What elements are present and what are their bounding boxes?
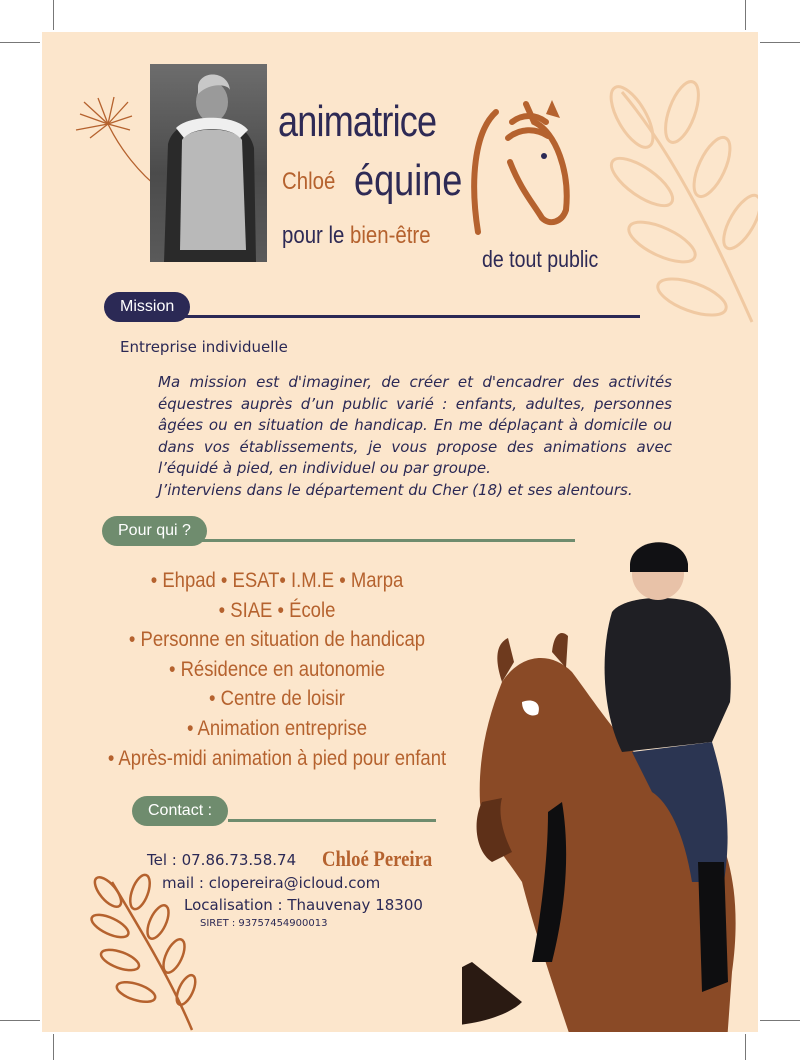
leaf-branch-icon xyxy=(82,872,202,1032)
flyer xyxy=(42,32,758,1032)
contact-divider xyxy=(228,819,436,822)
audience-list xyxy=(97,566,458,773)
list-item: • Personne en situation de handicap xyxy=(128,628,426,652)
contact-label: Contact : xyxy=(132,796,228,826)
contact-email[interactable]: mail : clopereira@icloud.com xyxy=(162,874,381,892)
tagline-highlight: bien-être xyxy=(350,222,431,249)
crop-mark xyxy=(760,1020,800,1021)
tagline-suffix: de tout public xyxy=(482,246,599,272)
contact-location: Localisation : Thauvenay 18300 xyxy=(184,896,423,914)
leaf-branch-icon xyxy=(582,72,758,332)
title-equine: équine xyxy=(354,156,463,205)
list-item: • Ehpad • ESAT• I.M.E • Marpa xyxy=(150,569,404,592)
mission-label: Mission xyxy=(104,292,190,322)
contact-siret: SIRET : 93757454900013 xyxy=(200,918,328,929)
tagline-prefix: pour le xyxy=(282,222,345,249)
tagline xyxy=(282,222,431,250)
crop-mark xyxy=(53,1034,54,1060)
mission-text-last: J’interviens dans le département du Cher (18) et ses alentours. xyxy=(158,480,633,499)
portrait-photo xyxy=(150,64,267,262)
list-item: • SIAE • École xyxy=(218,598,336,622)
crop-mark xyxy=(760,42,800,43)
list-item: • Après-midi animation à pied pour enfant xyxy=(107,746,447,770)
mission-divider xyxy=(182,315,640,318)
contact-phone[interactable]: Tel : 07.86.73.58.74 xyxy=(147,851,297,869)
mission-text-main: Ma mission est d'imaginer, de créer et d'encadrer des activités équestres auprès d’un public varié : enfants, adultes, personnes âgées ou en situation de handicap. En me déplaçant à domicile ou dans vos établissements, je vous propose des animations avec l’équidé à pied, en individuel ou par groupe. xyxy=(158,373,672,477)
crop-mark xyxy=(53,0,54,30)
crop-mark xyxy=(745,1034,746,1060)
audience-label: Pour qui ? xyxy=(102,516,207,546)
name-chloe: Chloé xyxy=(282,168,336,195)
signature-name: Chloé Pereira xyxy=(322,846,433,871)
list-item: • Animation entreprise xyxy=(186,716,368,740)
title-animatrice: animatrice xyxy=(278,97,437,146)
crop-mark xyxy=(0,42,40,43)
crop-mark xyxy=(0,1020,40,1021)
mission-text xyxy=(158,372,672,501)
list-item: • Centre de loisir xyxy=(209,687,345,711)
horse-head-logo-icon xyxy=(466,92,576,242)
company-type: Entreprise individuelle xyxy=(120,338,288,356)
crop-mark xyxy=(745,0,746,30)
list-item: • Résidence en autonomie xyxy=(168,657,386,681)
rider-horse-photo xyxy=(462,502,752,1032)
